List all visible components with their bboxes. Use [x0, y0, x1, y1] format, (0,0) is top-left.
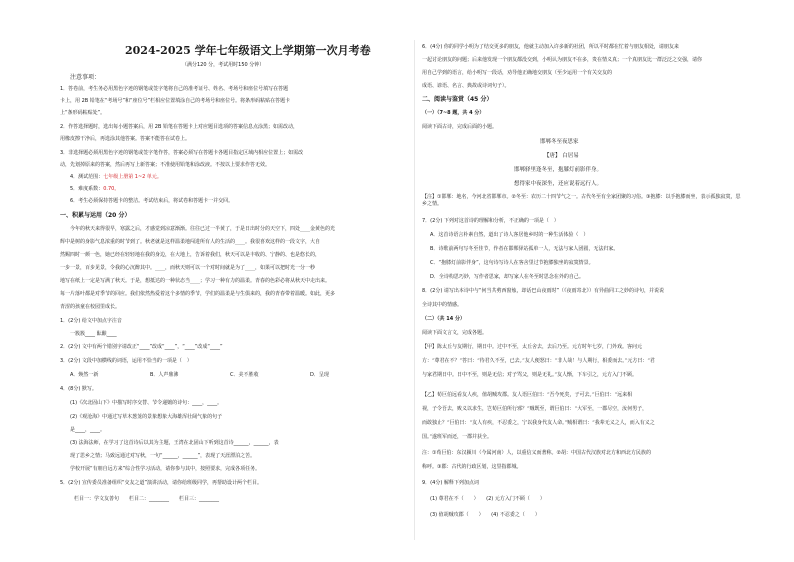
- passage-line: 然赐四时一颜一色，她已经在轻轻地在我的身边，在大地上，告诉着我们，秋天可以是丰收的、宁静的、也是悠长的，: [60, 252, 321, 258]
- question-4-line: 现了思乡之情；马致远通过对写秋，一句“______，______”，表现了天涯漂泊之苦。: [70, 453, 256, 459]
- q7-option-c: C．“抱膝灯前影伴身”，这句诗写诗人在客舍里过节抱膝独坐的寂寞情景。: [430, 260, 594, 266]
- notice-line: 6．考生必须保持答题卡的整洁。考试结束后，将试卷和答题卡一并交回。: [70, 198, 234, 204]
- yi-note: 称呼。③郡：古代的行政区划，这里指郡城。: [422, 464, 522, 470]
- question-5-columns: 栏目一：学文友善句 栏目二：________ 栏目三：________: [74, 496, 220, 502]
- question-6-line: 一起讨论朋友的问题；后来他发现一个朋友都没交到，小明认为朋友不在多，贵在情义真；一个真朋友比一群泛泛之交强，请你: [422, 57, 703, 63]
- part-heading: （一）（7~8 题，共 4 分）: [422, 110, 485, 116]
- jia-line: 与家君期日中。日中不至，则是无信；对子骂父，则是无礼。”友人惭，下车引之，元方入门不顾。: [422, 372, 638, 378]
- question-8: 8．(2分) 请写出本诗中与“何当共剪西窗烛，却话巴山夜雨时”（《夜雨寄北》）有异曲同工之妙的诗句，并说说: [422, 288, 665, 294]
- question-4-line: 学校开展“有朋自远方来”综合性学习活动，请你参与其中，按照要求，完成各项任务。: [70, 466, 261, 472]
- question-4-line: (3) 法海法师，在学习了这首诗后以其为主题，王湾在北固山下听到这首诗______，______，表: [70, 440, 279, 446]
- notice-line: 卡上，用 2B 铅笔在“考场号”和“座位号”栏相应位置填涂自己的考场号和座位号。将条形码粘贴在答题卡: [60, 98, 291, 104]
- notice-heading: 注意事项：: [70, 74, 101, 81]
- question-4: 4．(8分) 默写。: [60, 386, 97, 392]
- question-4-line: 是____，____。: [70, 427, 106, 433]
- yi-line: 国。”遂班军而还，一郡并获全。: [422, 434, 493, 440]
- passage-line: 辉中是树的身影气息浓重的时节到了。秋老就是这样温柔地闯进所有人的生活的____。我很喜欢这样的一段文字，大自: [60, 239, 321, 245]
- question-6-line: 成语、谚语、名言、典故或诗词句子）。: [422, 83, 510, 89]
- question-3: 3．(2分) 文段中加横线的词语，运用不恰当的一项是（ ）: [60, 358, 192, 364]
- yi-line: 视，子令吾去，败义以求生，岂荀巨伯所行邪？”贼既至，谓巨伯曰：“大军至，一郡尽空，汝何男子，: [422, 406, 648, 412]
- question-6-line: 用自己学到的语言，给小明写一段话，劝导他正确地交朋友（至少运用一个有关交友的: [422, 70, 613, 76]
- section-heading: 二、阅读与鉴赏（45 分）: [422, 96, 493, 103]
- notice-line: 动，先划掉原来的答案，然后再写上新答案；不准使用铅笔和涂改液。不按以上要求作答无效。: [60, 162, 271, 168]
- question-7: 7．(2分) 下列对这首诗的理解和分析，不正确的一项是（ ）: [422, 218, 559, 224]
- question-2: 2．(2分) 文中有两个错别字请改正“____”改成“____”，“____”改成“____”: [60, 344, 223, 350]
- passage-line: 地写在纸上一定是写满了秋天。于是，想抵达的一种状态当____；学习一种有力的温柔。青春的色彩必将从秋天中走出来。: [60, 278, 331, 284]
- part-heading: （二）（共 14 分）: [422, 316, 465, 322]
- question-9-item: (1) 尊君在不（ ） (2) 元方入门不顾（ ）: [430, 496, 545, 502]
- question-4-line: (2)《观沧海》中通过写草木葱茏的景象想象大海雄浑壮阔气象的句子: [70, 414, 223, 420]
- notice-line: 1．答卷前，考生务必用黑色字迹的钢笔或签字笔将自己的准考证号、姓名、考场号和座位号填写在答题: [60, 86, 289, 92]
- poem-line: 想得家中夜深坐，还应说着远行人。: [514, 181, 603, 187]
- option-b: B．人声鼎沸: [150, 372, 179, 378]
- option-d: D．呈现: [310, 372, 329, 378]
- question-9: 9．(4分) 解释下列加点词: [422, 480, 479, 486]
- poem-line: 邯郸驿里逢冬至，抱膝灯前影伴身。: [514, 167, 603, 173]
- passage-line: 一步一景，百步见景，令我的心沉醉其中。____，而秋天则可以一个对时间就是为了____，如果可以把时光一分一秒: [60, 265, 316, 271]
- q7-option-a: A．这首诗语言朴素自然，道出了诗人客居他乡时的一种生活体验（ ）: [430, 232, 589, 238]
- passage-line: 每一片落叶都是对季节的回应。我们依然热爱着这个多情的季节，学们的温柔是与生俱来的，我的青春带着温暖。如此，更多: [60, 291, 336, 297]
- poem-author: 【唐】 白居易: [544, 153, 579, 159]
- poem-note: 【注】①邯郸：地名，今河北省邯郸市。②冬至：农历二十四节气之一。古代冬至有全家团聚的习俗。③抱膝：以手抱膝而坐，表示孤独寂寞，思乡之情。: [422, 194, 741, 207]
- question-1-blanks: 一簇簇____ 酝酿____: [70, 331, 117, 337]
- question-9-item: (3) 值胡贼攻郡（ ） (4) 不忍委之（ ）: [430, 512, 540, 518]
- exam-title: 2024-2025 学年七年级语文上学期第一次月考卷: [125, 44, 371, 57]
- part-intro: 阅读下面文言文，完成各题。: [422, 330, 488, 336]
- passage-line: 今年的秋天来得很早，寒露之后，才感觉到凉意渐渐。往往已过一半黄了，于是日出时分的天空下，四处____金黄色的光: [70, 226, 336, 232]
- notice-line: 2．作答选择题时，选出每小题答案后，用 2B 铅笔在答题卡上对应题目选项的答案信息点涂黑；如需改动，: [60, 124, 298, 130]
- option-a: A．焕然一新: [70, 372, 99, 378]
- question-8-tail: 全诗其中的情感。: [422, 302, 463, 308]
- part-intro: 阅读下面古诗，完成后面的小题。: [422, 124, 498, 130]
- q7-option-b: B．诗歌前两句写冬至佳节，作者在邯郸驿站孤单一人，无法与家人团圆，无法归家。: [430, 246, 619, 252]
- q7-option-d: D．全诗构思巧妙，写作者思家，却写家人在冬至时思念在外的自己。: [430, 274, 584, 280]
- scope-value: 七年级上册第 1~2 单元。: [103, 174, 162, 180]
- yi-line: 【乙】荀巨伯远看友人疾，值胡贼攻郡。友人语巨伯曰：“吾今死矣，子可去。”巨伯曰：“远来相: [422, 392, 633, 398]
- option-c: C．美不胜收: [230, 372, 259, 378]
- poem-title: 邯郸冬至夜思家: [540, 139, 579, 145]
- jia-line: 【甲】陈太丘与友期行，期日中。过中不至，太丘舍去，去后乃至。元方时年七岁，门外戏。客问元: [422, 344, 643, 350]
- column-divider: [414, 40, 415, 540]
- jia-line: 方：“尊君在不？”答曰：“待君久不至，已去。”友人便怒曰：“非人哉！与人期行，相委而去。”元方曰：“君: [422, 358, 655, 364]
- scope-line: [70, 174, 162, 181]
- exam-subtitle: （满分120 分，考试用时150 分钟）: [182, 62, 265, 68]
- question-6-line: 6．(4分) 你的同学小明为了结交更多的朋友，他就主动加入许多新的社团，所以平时都在忙着与朋友相处，请朋友来: [422, 44, 679, 50]
- difficulty-label: 5．难度系数：: [70, 186, 104, 192]
- question-1: 1．(2分) 给文中加点字注音: [60, 318, 122, 324]
- difficulty-line: [70, 186, 119, 193]
- question-5: 5．(2分) 宣传委员准备组织“交友之道”演讲活动，请你给班级同学，再帮助设计两个栏目。: [60, 480, 263, 486]
- yi-line: 而敢独止？”巨伯曰：“友人有疾，不忍委之，宁以我身代友人命。”贼相谓曰：“我辈无义之人，而入有义之: [422, 420, 655, 426]
- passage-line: 青涩的孩童在校园里成长。: [60, 304, 121, 310]
- scope-label: 4．测试范围：: [70, 174, 104, 180]
- question-4-line: (1)《次北固山下》中描写时序交替、节令递嬗的诗句：____，____。: [70, 400, 223, 406]
- section-heading: 一、积累与运用（20 分）: [60, 212, 131, 219]
- difficulty-value: 0.70。: [103, 186, 120, 192]
- notice-line: 用橡皮擦干净后，再选涂其他答案。答案不能答在试卷上。: [60, 136, 191, 142]
- notice-line: 3．非选择题必须用黑色字迹的钢笔或签字笔作答，答案必须写在答题卡各题目指定区域内相应位置上；如需改: [60, 150, 304, 156]
- yi-note: 注：①荀巨伯：东汉颍川（今属河南）人，以重信义而著称。②胡：中国古代汉族对北方和西北方民族的: [422, 450, 651, 456]
- notice-line: 上“条形码粘贴处”。: [60, 110, 106, 116]
